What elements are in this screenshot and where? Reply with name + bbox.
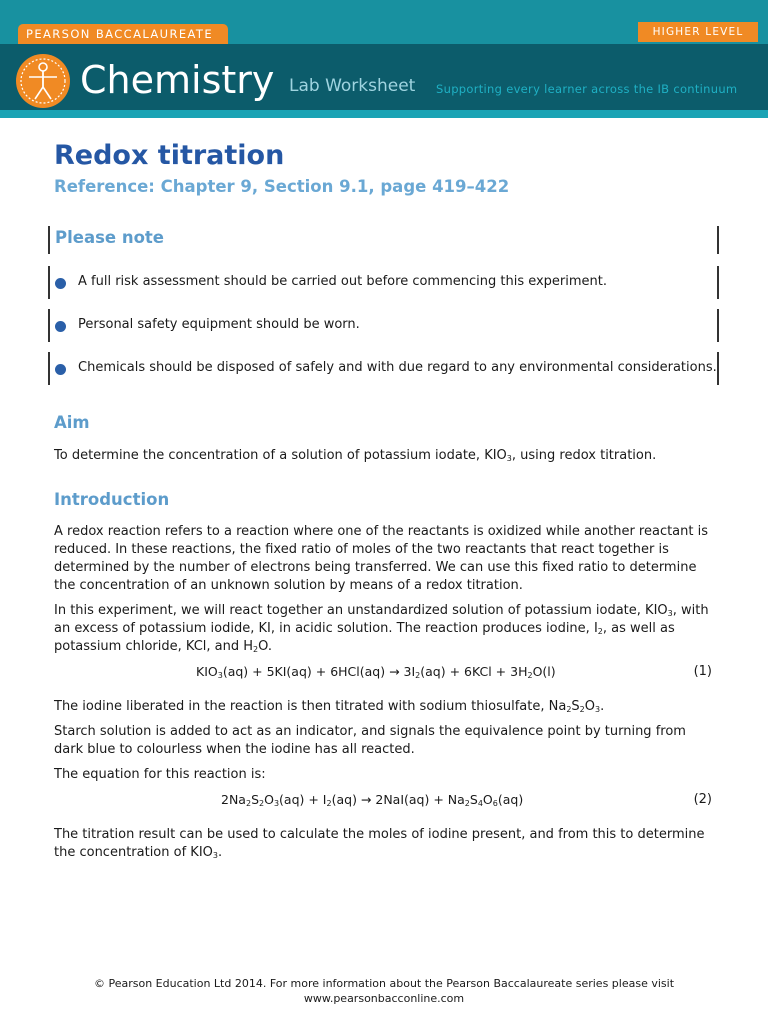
note-rule-right	[717, 266, 719, 299]
aim-text: To determine the concentration of a solution of potassium iodate, $KIO_3$, using redox titration.	[54, 448, 657, 463]
note-item: Chemicals should be disposed of safely and with due regard to any environmental considerations.	[78, 360, 717, 375]
equation-2-number: (2)	[693, 792, 712, 807]
intro-paragraph: The equation for this reaction is:	[54, 767, 266, 782]
note-rule-left	[48, 226, 50, 254]
aim-heading: Aim	[54, 413, 90, 432]
page-footer	[0, 976, 768, 1006]
introduction-heading: Introduction	[54, 490, 170, 509]
note-heading: Please note	[55, 228, 164, 247]
page-header	[0, 0, 768, 118]
note-item: A full risk assessment should be carried out before commencing this experiment.	[78, 274, 608, 289]
intro-paragraph: In this experiment, we will react together an unstandardized solution of potassium iodate, $KIO_3$, with an excess of potassium iodide, KI, in acidic solution. The reaction produces iodine, $I_2$, as well as potassium chloride, KCl, and $H_2O$.	[54, 603, 709, 654]
equation-1: $KIO_3(aq) + 5KI(aq) + 6HCl(aq) \to 3I_2(aq) + 6KCl + 3H_2O(l)$	[196, 664, 556, 680]
footer-link[interactable]: www.pearsonbacconline.com	[303, 992, 465, 1005]
header-stripe	[0, 110, 768, 118]
note-rule-left	[48, 352, 50, 385]
header-tagline: Supporting every learner across the IB continuum	[436, 82, 738, 96]
vitruvian-logo-icon	[15, 53, 71, 109]
note-rule-right	[717, 309, 719, 342]
bullet-icon	[55, 364, 66, 375]
bullet-icon	[55, 321, 66, 332]
level-badge: HIGHER LEVEL	[638, 22, 758, 42]
note-rule-right	[717, 352, 719, 385]
intro-paragraph: The titration result can be used to calculate the moles of iodine present, and from this to determine the concentration of $KIO_3$.	[54, 827, 705, 860]
equation-2: $2Na_2S_2O_3(aq) + I_2(aq) \to 2NaI(aq) + Na_2S_4O_6(aq)$	[221, 792, 524, 808]
intro-paragraph: A redox reaction refers to a reaction where one of the reactants is oxidized while another reactant is reduced. In these reactions, the fixed ratio of moles of the two reactants that react together is determined by the number of electrons being transferred. We can use this fixed ratio to determine the concentration of an unknown solution by means of a redox titration.	[54, 524, 709, 593]
note-item: Personal safety equipment should be worn.	[78, 317, 360, 332]
intro-paragraph: The iodine liberated in the reaction is then titrated with sodium thiosulfate, $Na_2S_2O_3$.	[54, 699, 605, 714]
note-rule-left	[48, 266, 50, 299]
bullet-icon	[55, 278, 66, 289]
brand-tab: PEARSON BACCALAUREATE	[18, 24, 228, 44]
equation-1-number: (1)	[693, 664, 712, 679]
header-subtitle: Lab Worksheet	[289, 76, 416, 96]
page-reference: Reference: Chapter 9, Section 9.1, page 419–422	[54, 177, 510, 196]
header-title: Chemistry	[80, 58, 275, 102]
intro-paragraph: Starch solution is added to act as an indicator, and signals the equivalence point by turning from dark blue to colourless when the iodine has all reacted.	[54, 724, 686, 757]
footer-copyright: © Pearson Education Ltd 2014. For more information about the Pearson Baccalaureate series please visit	[93, 977, 675, 990]
note-rule-right	[717, 226, 719, 254]
note-rule-left	[48, 309, 50, 342]
page-title: Redox titration	[54, 140, 285, 171]
